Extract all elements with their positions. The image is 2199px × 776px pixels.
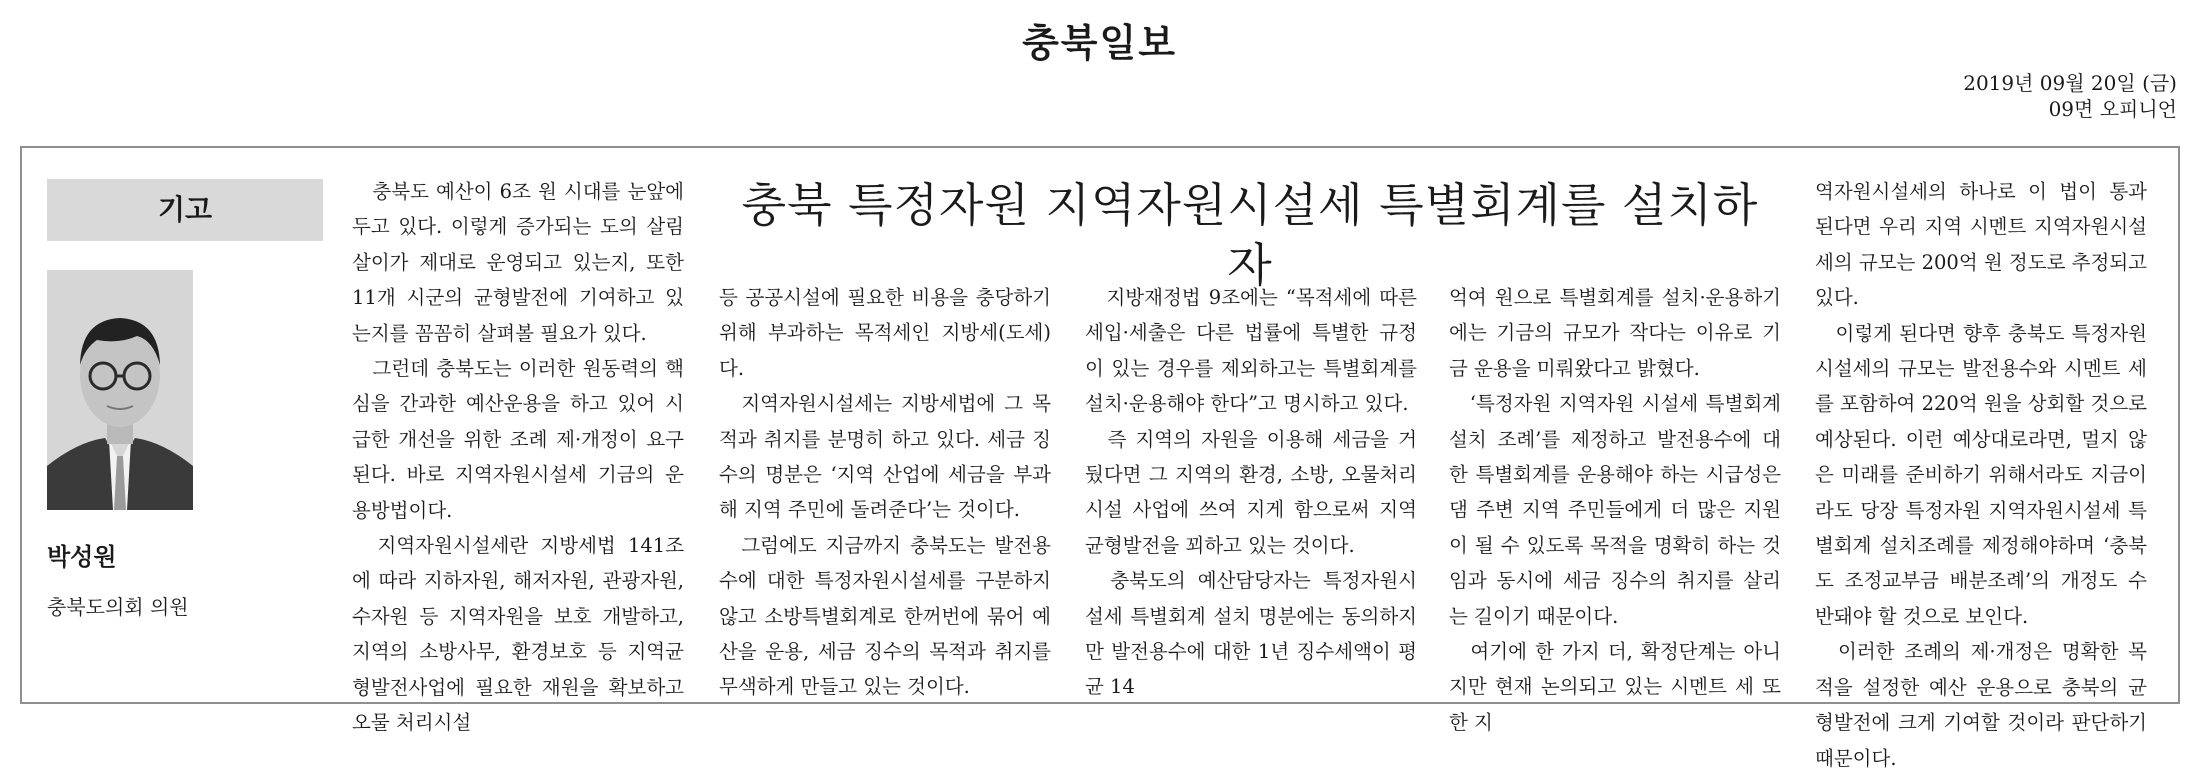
article-column-5: 역자원시설세의 하나로 이 법이 통과 된다면 우리 지역 시멘트 지역자원시설세의 규모는 200억 원 정도로 추정되고 있다. 이렇게 된다면 향후 충북도 특정자원 시설세의 규모는 발전용수와 시멘트 세를 포함하여 220억 원을 상회할 것으로 예상된다. 이런 예상대로라면, 멀지 않은 미래를 준비하기 위해서라도 지금이라도 당장 특정자원 지역자원시설세 특별회계 설치조례를 제정해야하며 ‘충북도 조정교부금 배분조례’의 개정도 수반돼야 할 것으로 보인다. 이러한 조례의 제·개정은 명확한 목적을 설정한 예산 운용으로 충북의 균형발전에 크게 기여할 것이라 판단하기 때문이다. [1815, 180, 2147, 770]
author-name: 박성원 [47, 543, 117, 571]
author-portrait-icon [47, 270, 193, 510]
article-headline: 충북 특정자원 지역자원시설세 특별회계를 설치하자 [741, 178, 1759, 292]
publication-date: 2019년 09월 20일 (금) [1963, 71, 2177, 95]
dateline [1963, 70, 2177, 122]
article-column-2: 등 공공시설에 필요한 비용을 충당하기 위해 부과하는 목적세인 지방세(도세)다. 지역자원시설세는 지방세법에 그 목적과 취지를 분명히 하고 있다. 세금 징수의 명분은 ‘지역 산업에 세금을 부과해 지역 주민에 돌려준다’는 것이다. 그럼에도 지금까지 충북도는 발전용수에 대한 특정자원시설세를 구분하지 않고 소방특별회계로 한꺼번에 묶어 예산을 운용, 세금 징수의 목적과 취지를 무색하게 만들고 있는 것이다. [719, 286, 1051, 699]
author-title: 충북도의회 의원 [47, 595, 189, 619]
author-photo [47, 270, 193, 510]
article-column-4: 억여 원으로 특별회계를 설치·운용하기에는 기금의 규모가 작다는 이유로 기금 운용을 미뤄왔다고 밝혔다. ‘특정자원 지역자원 시설세 특별회계 설치 조례’를 제정하고 발전용수에 대한 특별회계를 운용해야 하는 시급성은 댐 주변 지역 주민들에게 더 많은 지원이 될 수 있도록 목적을 명확히 하는 것임과 동시에 세금 징수의 취지를 살리는 길이기 때문이다. 여기에 한 가지 더, 확정단계는 아니지만 현재 논의되고 있는 시멘트 세 또한 지 [1449, 286, 1781, 734]
article-column-1: 충북도 예산이 6조 원 시대를 눈앞에 두고 있다. 이렇게 증가되는 도의 살림살이가 제대로 운영되고 있는지, 또한 11개 시군의 균형발전에 기여하고 있는지를 꼼꼼히 살펴볼 필요가 있다. 그런데 충북도는 이러한 원동력의 핵심을 간과한 예산운용을 하고 있어 시급한 개선을 위한 조례 제·개정이 요구된다. 바로 지역자원시설세 기금의 운용방법이다. 지역자원시설세란 지방세법 141조에 따라 지하자원, 해저자원, 관광자원, 수자원 등 지역자원을 보호 개발하고, 지역의 소방사무, 환경보호 등 지역균형발전사업에 필요한 재원을 확보하고 오물 처리시설 [352, 180, 684, 735]
page-section: 09면 오피니언 [2048, 97, 2177, 121]
section-tag: 기고 [47, 179, 323, 241]
article-column-3: 지방재정법 9조에는 “목적세에 따른 세입·세출은 다른 법률에 특별한 규정이 있는 경우를 제외하고는 특별회계를 설치·운용해야 한다”고 명시하고 있다. 즉 지역의 자원을 이용해 세금을 거뒀다면 그 지역의 환경, 소방, 오물처리시설 사업에 쓰여 지게 함으로써 지역균형발전을 꾀하고 있는 것이다. 충북도의 예산담당자는 특정자원시설세 특별회계 설치 명분에는 동의하지만 발전용수에 대한 1년 징수세액이 평균 14 [1085, 286, 1417, 699]
newspaper-masthead: 충북일보 [1022, 21, 1177, 65]
